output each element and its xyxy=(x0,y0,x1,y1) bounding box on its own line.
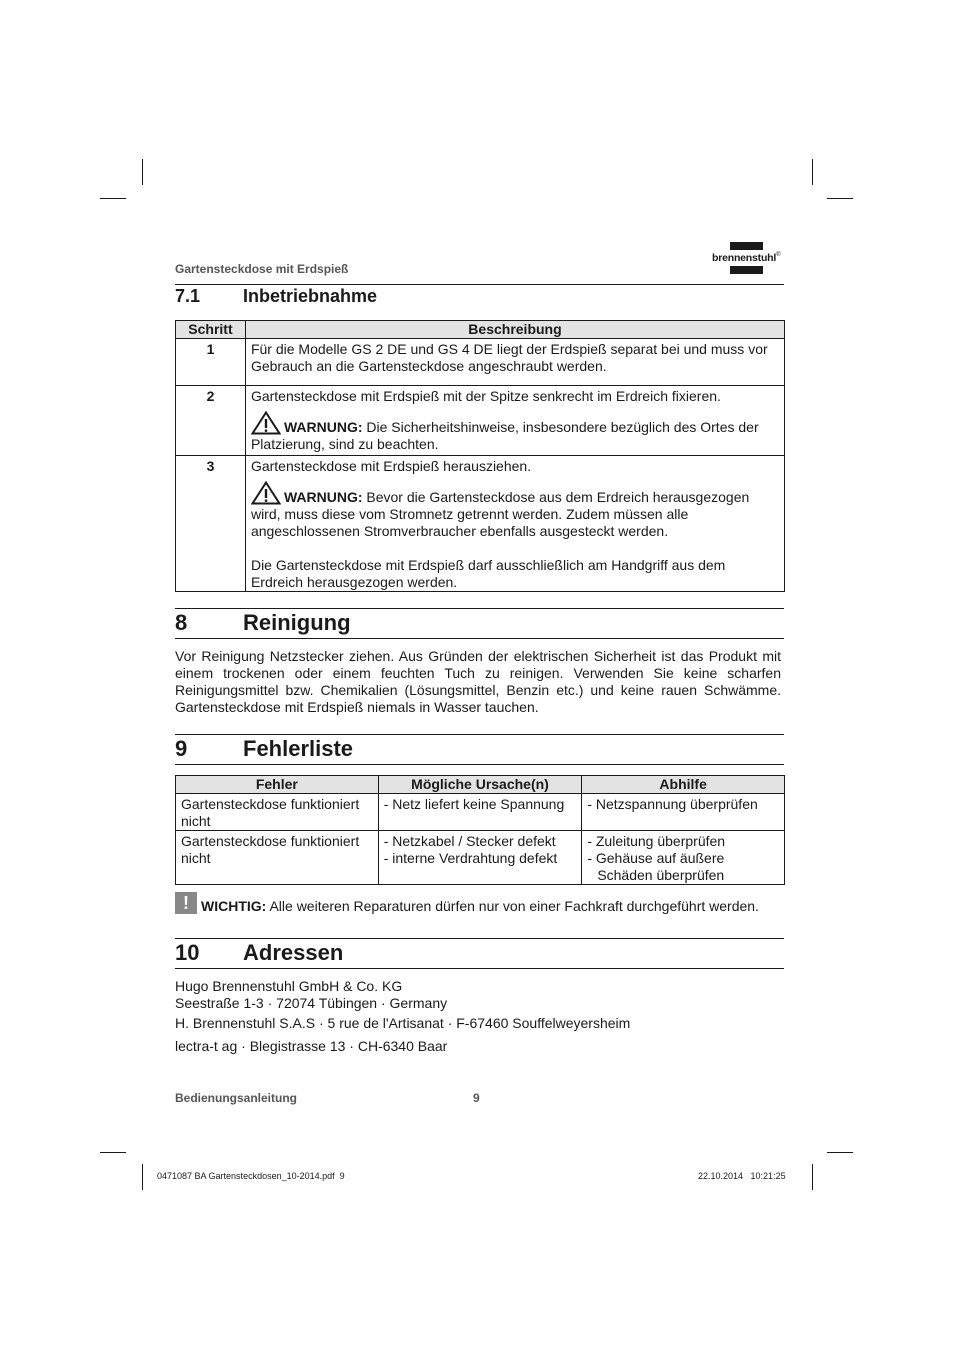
page-number: 9 xyxy=(473,1091,480,1105)
section-rule xyxy=(175,764,784,765)
step-description xyxy=(245,456,784,592)
important-text: Alle weiteren Reparaturen dürfen nur von einer Fachkraft durchgeführt werden. xyxy=(269,898,759,914)
step-extra-text: Die Gartensteckdose mit Erdspieß darf ausschließlich am Handgriff aus dem Erdreich herausgezogen werden. xyxy=(250,557,726,590)
step-text: Gartensteckdose mit Erdspieß herausziehen. xyxy=(250,458,532,474)
running-header-title: Gartensteckdose mit Erdspieß xyxy=(175,262,349,276)
setup-steps-table xyxy=(175,320,785,592)
cause-item: - Netz liefert keine Spannung xyxy=(383,796,565,812)
crop-mark xyxy=(100,198,126,199)
section-title: Inbetriebnahme xyxy=(243,286,378,306)
address-line: Hugo Brennenstuhl GmbH & Co. KG xyxy=(175,978,403,994)
address-line: Seestraße 1-3 · 72074 Tübingen · Germany xyxy=(175,995,448,1011)
warning-label: WARNUNG: xyxy=(283,489,363,505)
warning-label: WARNUNG: xyxy=(283,419,363,435)
remedy-item: - Netzspannung überprüfen xyxy=(587,796,758,812)
remedy-cell xyxy=(582,831,785,885)
header-rule xyxy=(175,284,784,285)
step-number: 2 xyxy=(176,386,246,456)
column-header-fault: Fehler xyxy=(176,776,379,794)
brand-logo xyxy=(708,242,786,276)
crop-mark xyxy=(827,198,853,199)
fault-cell: Gartensteckdose funktioniert nicht xyxy=(176,831,379,885)
section-number: 7.1 xyxy=(175,286,201,306)
section-number: 10 xyxy=(175,940,200,965)
crop-mark xyxy=(142,159,143,185)
step-description: Für die Modelle GS 2 DE und GS 4 DE liegt der Erdspieß separat bei und muss vor Gebrauch an die Gartensteckdose angeschraubt werden. xyxy=(245,339,784,386)
logo-bar-top xyxy=(730,242,763,250)
section-rule xyxy=(175,734,784,735)
crop-mark xyxy=(812,159,813,185)
fault-cell: Gartensteckdose funktioniert nicht xyxy=(176,794,379,831)
table-row xyxy=(176,456,785,592)
step-number: 3 xyxy=(176,456,246,592)
table-row xyxy=(176,831,785,885)
step-number: 1 xyxy=(176,339,246,386)
address-line: H. Brennenstuhl S.A.S · 5 rue de l'Artisanat · F-67460 Souffelweyersheim xyxy=(175,1015,631,1031)
print-timestamp: 22.10.2014 10:21:25 xyxy=(698,1171,786,1181)
step-description xyxy=(245,386,784,456)
remedy-item: - Zuleitung überprüfen xyxy=(587,833,726,849)
logo-wordmark: brennenstuhl® xyxy=(712,252,781,264)
column-header-description: Beschreibung xyxy=(245,321,784,339)
exclamation-icon: ! xyxy=(175,892,197,914)
print-file-slug: 0471087 BA Gartensteckdosen_10-2014.pdf 9 xyxy=(157,1171,345,1181)
section-title: Reinigung xyxy=(243,610,351,635)
cleaning-paragraph: Vor Reinigung Netzstecker ziehen. Aus Gründen der elektrischen Sicherheit ist das Produkt mit einem trockenen oder einem feuchten Tuch zu reinigen. Verwenden Sie keine scharfen Reinigungsmittel bzw. Chemikalien (Lösungsmittel, Benzin etc.) und keine rauen Schwämme. Gartensteckdose mit Erdspieß niemals in Wasser tauchen. xyxy=(175,648,781,715)
cause-item: - Netzkabel / Stecker defekt xyxy=(383,833,556,849)
warning-triangle-icon xyxy=(251,481,281,505)
warning-text: Bevor die Gartensteckdose aus dem Erdreich herausgezogen wird, muss diese vom Stromnetz getrennt werden. Zudem müssen alle angeschlossenen Stromverbraucher ebenfalls ausgesteckt werden. xyxy=(250,489,750,539)
important-note xyxy=(175,892,759,915)
logo-bar-bottom xyxy=(730,266,763,274)
warning-text: Die Sicherheitshinweise, insbesondere bezüglich des Ortes der Platzierung, sind zu beachten. xyxy=(250,419,759,452)
remedy-item: Schäden überprüfen xyxy=(597,867,725,883)
table-row xyxy=(176,386,785,456)
cause-cell xyxy=(378,831,582,885)
table-row xyxy=(176,339,785,386)
remedy-cell xyxy=(582,794,785,831)
step-text: Gartensteckdose mit Erdspieß mit der Spitze senkrecht im Erdreich fixieren. xyxy=(250,388,721,404)
column-header-remedy: Abhilfe xyxy=(582,776,785,794)
crop-mark xyxy=(100,1152,126,1153)
table-row xyxy=(176,794,785,831)
column-header-cause: Mögliche Ursache(n) xyxy=(378,776,582,794)
cause-cell xyxy=(378,794,582,831)
section-rule xyxy=(175,638,784,639)
section-number: 8 xyxy=(175,610,188,635)
crop-mark xyxy=(827,1152,853,1153)
remedy-item: - Gehäuse auf äußere xyxy=(587,850,725,866)
section-rule xyxy=(175,968,784,969)
warning-triangle-icon xyxy=(251,411,281,435)
section-rule xyxy=(175,608,784,609)
footer-label: Bedienungsanleitung xyxy=(175,1091,298,1105)
column-header-step: Schritt xyxy=(176,321,246,339)
section-title: Adressen xyxy=(243,940,344,965)
section-title: Fehlerliste xyxy=(243,736,354,761)
crop-mark xyxy=(142,1164,143,1190)
crop-mark xyxy=(812,1164,813,1190)
warning-note xyxy=(251,411,779,453)
warning-note xyxy=(251,481,779,540)
section-number: 9 xyxy=(175,736,188,761)
fault-list-table xyxy=(175,775,785,885)
address-line: lectra-t ag · Blegistrasse 13 · CH-6340 Baar xyxy=(175,1038,448,1054)
important-label: WICHTIG: xyxy=(201,898,267,914)
section-rule xyxy=(175,938,784,939)
cause-item: - interne Verdrahtung defekt xyxy=(383,850,558,866)
